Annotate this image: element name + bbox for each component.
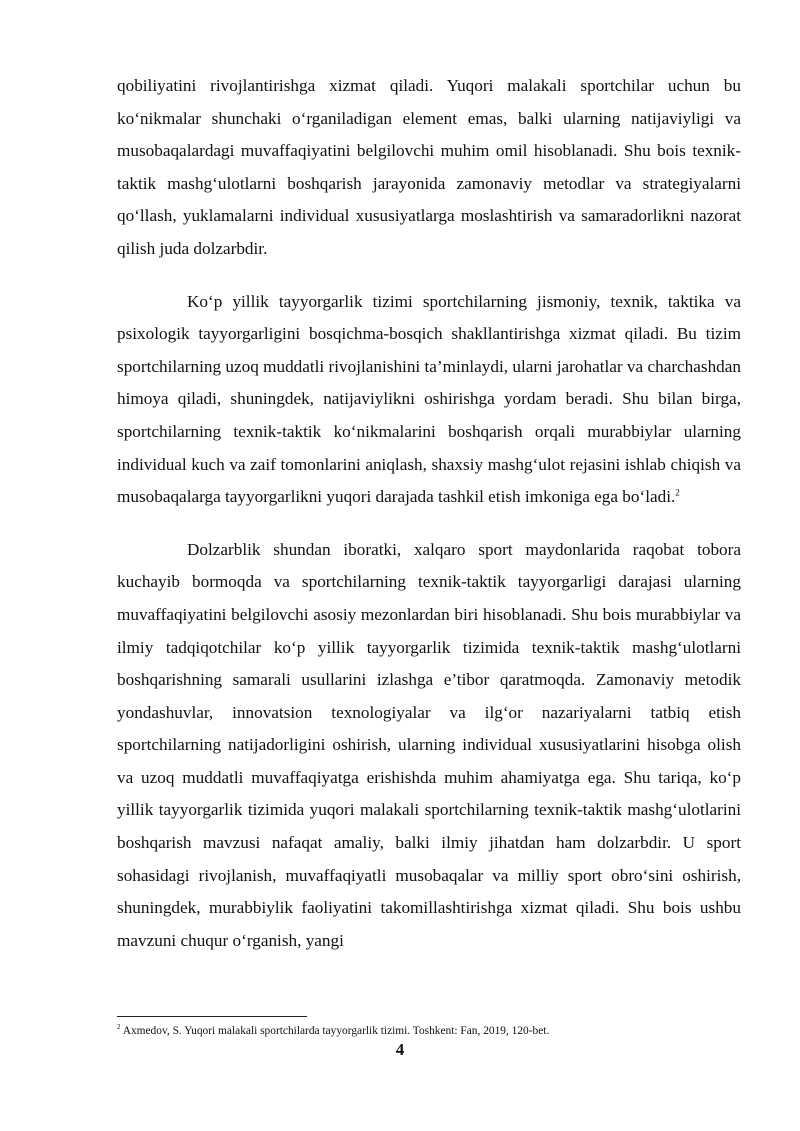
paragraph-2-text: Ko‘p yillik tayyorgarlik tizimi sportchilarning jismoniy, texnik, taktika va psixologik tayyorgarligini bosqichma-bosqich shakllantirishga xizmat qiladi. Bu tizim sportchilarning uzoq muddatli rivojlanishini ta’minlaydi, ularni jarohatlar va charchashdan himoya qiladi, shuningdek, natijaviylikni oshirishga yordam beradi. Shu bilan birga, sportchilarning texnik-taktik ko‘nikmalarini boshqarish orqali murabbiylar ularning individual kuch va zaif tomonlarini aniqlash, shaxsiy mashg‘ulot rejasini ishlab chiqish va musobaqalarga tayyorgarlikni yuqori darajada tashkil etish imkoniga ega bo‘ladi. xyxy=(117,291,741,507)
footnote-reference[interactable]: 2 xyxy=(675,487,680,498)
footnote xyxy=(117,1024,741,1038)
paragraph-1: qobiliyatini rivojlantirishga xizmat qiladi. Yuqori malakali sportchilar uchun bu ko‘nikmalar shunchaki o‘rganiladigan element emas, balki ularning natijaviyligi va musobaqalardagi muvaffaqiyatini belgilovchi muhim omil hisoblanadi. Shu bois texnik-taktik mashg‘ulotlarni boshqarish jarayonida zamonaviy metodlar va strategiyalarni qo‘llash, yuklamalarni individual xususiyatlarga moslashtirish va samaradorlikni nazorat qilish juda dolzarbdir. xyxy=(117,76,741,258)
footnote-number: 2 xyxy=(117,1023,121,1032)
paragraph-2 xyxy=(117,286,741,514)
footnote-divider xyxy=(117,1016,307,1017)
paragraph-3: Dolzarblik shundan iboratki, xalqaro sport maydonlarida raqobat tobora kuchayib bormoqda va sportchilarning texnik-taktik tayyorgarligi darajasi ularning muvaffaqiyatini belgilovchi asosiy mezonlardan biri hisoblanadi. Shu bois murabbiylar va ilmiy tadqiqotchilar ko‘p yillik tayyorgarlik tizimida texnik-taktik mashg‘ulotlarni boshqarishning samarali usullarini izlashga e’tibor qaratmoqda. Zamonaviy metodik yondashuvlar, innovatsion texnologiyalar va ilg‘or nazariyalarni tatbiq etish sportchilarning natijadorligini oshirish, ularning individual xususiyatlarini hisobga olish va uzoq muddatli muvaffaqiyatga erishishda muhim ahamiyatga ega. Shu tariqa, ko‘p yillik tayyorgarlik tizimida yuqori malakali sportchilarning texnik-taktik mashg‘ulotlarini boshqarish mavzusi nafaqat amaliy, balki ilmiy jihatdan ham dolzarbdir. U sport sohasidagi rivojlanish, muvaffaqiyatli musobaqalar va milliy sport obro‘sini oshirish, shuningdek, murabbiylik faoliyatini takomillashtirishga xizmat qiladi. Shu bois ushbu mavzuni chuqur o‘rganish, yangi xyxy=(117,539,741,950)
footnote-text: Axmedov, S. Yuqori malakali sportchilarda tayyorgarlik tizimi. Toshkent: Fan, 2019, 120-bet. xyxy=(122,1025,550,1037)
page-number: 4 xyxy=(395,1040,405,1059)
page-body xyxy=(117,70,741,957)
